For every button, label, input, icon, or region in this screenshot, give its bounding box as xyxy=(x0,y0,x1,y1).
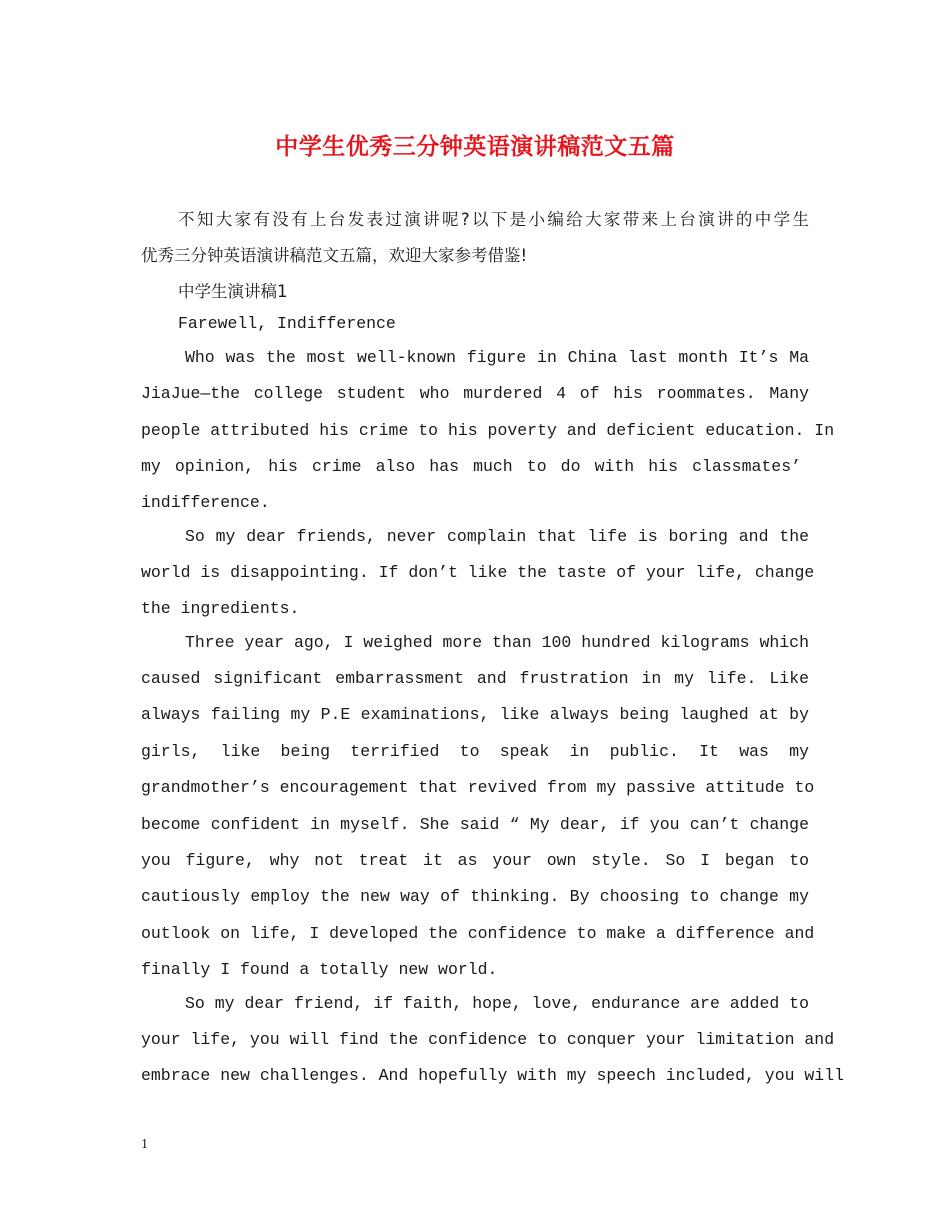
intro-line-2: 优秀三分钟英语演讲稿范文五篇，欢迎大家参考借鉴! xyxy=(141,246,528,265)
paragraph-line: your life, you will find the confidence to conquer your limitation and xyxy=(141,1030,835,1049)
paragraph-line: world is disappointing. If don’t like the taste of your life, change xyxy=(141,563,815,582)
section-heading: 中学生演讲稿1 xyxy=(178,282,288,301)
paragraph-line: always failing my P.E examinations, like always being laughed at by xyxy=(141,705,809,724)
paragraph-line: finally I found a totally new world. xyxy=(141,960,498,979)
paragraph-line: people attributed his crime to his poverty and deficient education. In xyxy=(141,421,835,440)
paragraph-line: girls, like being terrified to speak in public. It was my xyxy=(141,742,809,761)
page-number: 1 xyxy=(141,1137,148,1152)
paragraph-line: indifference. xyxy=(141,493,270,512)
paragraph-line: So my dear friend, if faith, hope, love, endurance are added to xyxy=(185,994,809,1013)
paragraph-line: So my dear friends, never complain that life is boring and the xyxy=(185,527,809,546)
paragraph-line: caused significant embarrassment and frustration in my life. Like xyxy=(141,669,809,688)
paragraph-line: you figure, why not treat it as your own style. So I began to xyxy=(141,851,809,870)
paragraph-line: my opinion, his crime also has much to do with his classmates’ xyxy=(141,457,801,476)
document-title: 中学生优秀三分钟英语演讲稿范文五篇 xyxy=(275,133,675,160)
paragraph-line: cautiously employ the new way of thinking. By choosing to change my xyxy=(141,887,809,906)
paragraph-line: embrace new challenges. And hopefully with my speech included, you will xyxy=(141,1066,845,1085)
paragraph-line: the ingredients. xyxy=(141,599,300,618)
speech-title: Farewell, Indifference xyxy=(178,314,396,333)
paragraph-line: Three year ago, I weighed more than 100 hundred kilograms which xyxy=(185,633,809,652)
intro-line-1: 不知大家有没有上台发表过演讲呢?以下是小编给大家带来上台演讲的中学生 xyxy=(178,210,809,229)
paragraph-line: JiaJue—the college student who murdered 4 of his roommates. Many xyxy=(141,384,809,403)
paragraph-line: Who was the most well-known figure in China last month It’s Ma xyxy=(185,348,809,367)
paragraph-line: grandmother’s encouragement that revived from my passive attitude to xyxy=(141,778,815,797)
paragraph-line: outlook on life, I developed the confidence to make a difference and xyxy=(141,924,815,943)
paragraph-line: become confident in myself. She said “ My dear, if you can’t change xyxy=(141,815,809,834)
